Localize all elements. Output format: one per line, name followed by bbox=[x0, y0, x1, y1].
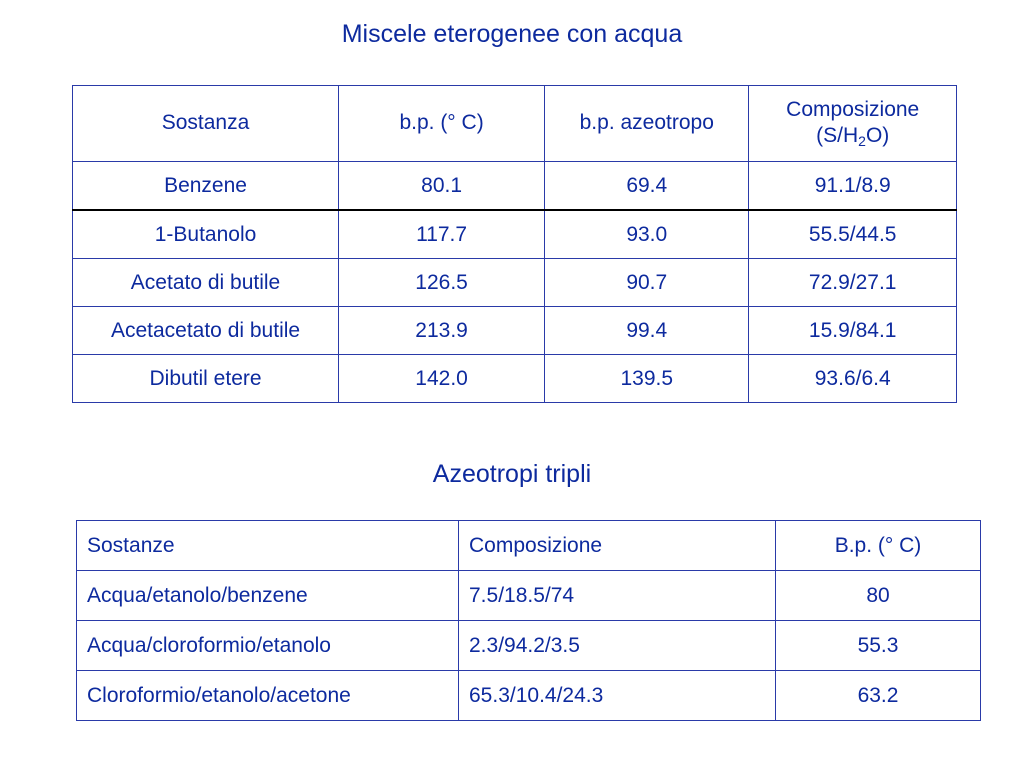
cell-sostanze: Acqua/cloroformio/etanolo bbox=[77, 621, 459, 671]
cell-composizione: 2.3/94.2/3.5 bbox=[459, 621, 776, 671]
cell-composizione: 72.9/27.1 bbox=[749, 259, 957, 307]
cell-composizione: 93.6/6.4 bbox=[749, 355, 957, 403]
cell-bp: 126.5 bbox=[339, 259, 545, 307]
cell-sostanza: Acetato di butile bbox=[73, 259, 339, 307]
header-sostanza: Sostanza bbox=[73, 86, 339, 162]
cell-bp-azeotropo: 99.4 bbox=[545, 307, 749, 355]
header-composizione-post: O) bbox=[865, 123, 890, 147]
header-bp: B.p. (° C) bbox=[776, 521, 981, 571]
header-sostanze: Sostanze bbox=[77, 521, 459, 571]
table-row bbox=[77, 671, 981, 721]
table-header-row bbox=[73, 86, 957, 162]
cell-bp: 117.7 bbox=[339, 210, 545, 259]
table-row bbox=[77, 571, 981, 621]
cell-sostanza: Benzene bbox=[73, 162, 339, 211]
cell-sostanza: Acetacetato di butile bbox=[73, 307, 339, 355]
cell-bp: 80 bbox=[776, 571, 981, 621]
cell-bp-azeotropo: 93.0 bbox=[545, 210, 749, 259]
header-composizione-pre: (S/H bbox=[816, 123, 859, 147]
table-header-row bbox=[77, 521, 981, 571]
table-row bbox=[73, 259, 957, 307]
cell-composizione: 7.5/18.5/74 bbox=[459, 571, 776, 621]
header-composizione bbox=[749, 86, 957, 162]
cell-sostanza: Dibutil etere bbox=[73, 355, 339, 403]
cell-sostanza: 1-Butanolo bbox=[73, 210, 339, 259]
table-row bbox=[73, 162, 957, 211]
section-title: Azeotropi tripli bbox=[432, 460, 592, 488]
table-row bbox=[73, 355, 957, 403]
header-bp-azeotropo: b.p. azeotropo bbox=[545, 86, 749, 162]
page-title: Miscele eterogenee con acqua bbox=[341, 20, 683, 48]
cell-bp: 55.3 bbox=[776, 621, 981, 671]
cell-composizione: 55.5/44.5 bbox=[749, 210, 957, 259]
header-composizione-line1: Composizione bbox=[786, 97, 920, 121]
cell-sostanze: Cloroformio/etanolo/acetone bbox=[77, 671, 459, 721]
header-composizione: Composizione bbox=[459, 521, 776, 571]
cell-composizione: 91.1/8.9 bbox=[749, 162, 957, 211]
cell-bp-azeotropo: 90.7 bbox=[545, 259, 749, 307]
table-row bbox=[73, 210, 957, 259]
triple-azeotropes-table bbox=[76, 520, 981, 721]
heterogeneous-mixtures-table bbox=[72, 85, 957, 403]
cell-composizione: 65.3/10.4/24.3 bbox=[459, 671, 776, 721]
cell-bp: 142.0 bbox=[339, 355, 545, 403]
cell-composizione: 15.9/84.1 bbox=[749, 307, 957, 355]
cell-bp-azeotropo: 69.4 bbox=[545, 162, 749, 211]
table-row bbox=[73, 307, 957, 355]
table-row bbox=[77, 621, 981, 671]
cell-bp: 63.2 bbox=[776, 671, 981, 721]
cell-bp: 80.1 bbox=[339, 162, 545, 211]
cell-bp-azeotropo: 139.5 bbox=[545, 355, 749, 403]
header-bp: b.p. (° C) bbox=[339, 86, 545, 162]
header-composizione-sub: 2 bbox=[858, 132, 866, 149]
cell-bp: 213.9 bbox=[339, 307, 545, 355]
cell-sostanze: Acqua/etanolo/benzene bbox=[77, 571, 459, 621]
